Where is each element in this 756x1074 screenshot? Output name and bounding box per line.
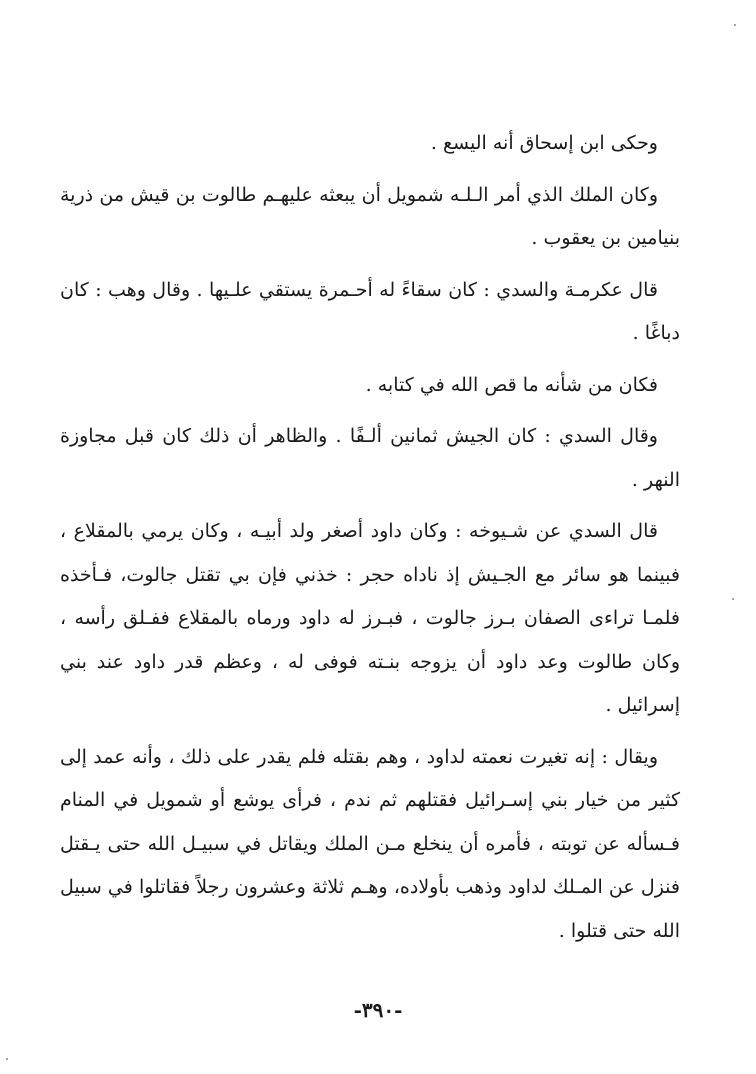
- body-text: [60, 122, 680, 953]
- page-number: -٣٩٠-: [353, 998, 403, 1022]
- paragraph-6: قال السدي عن شـيوخه : وكان داود أصغر ولد أبيـه ، وكان يرمي بالمقلاع ، فبينما هو سائر مع الجـيش إذ ناداه حجر : خذني فإن بي تقتل جالوت، فـأخذه فلمـا تراءى الصفان بـرز جالوت ، فبـرز له داود ورماه بالمقلاع ففـلق رأسه ، وكان طالوت وعد داود أن يزوجه بنـته فوفى له ، وعظم قدر داود عند بني إسرائيل .: [60, 520, 680, 716]
- paragraph-5: وقال السدي : كان الجيش ثمانين ألـفًا . والظاهر أن ذلك كان قبل مجاوزة النهر .: [60, 425, 680, 491]
- paragraph-1: وحكى ابن إسحاق أنه اليسع .: [430, 132, 658, 154]
- paragraph-7: ويقال : إنه تغيرت نعمته لداود ، وهم بقتله فلم يقدر على ذلك ، وأنه عمد إلى كثير من خيار بني إسـرائيل فقتلهم ثم ندم ، فرأى يوشع أو شمويل في المنام فـسأله عن توبته ، فأمره أن ينخلع مـن الملك ويقاتل في سبيـل الله حتى يـقتل فنزل عن المـلك لداود وذهب بأولاده، وهـم ثلاثة وعشرون رجلاً فقاتلوا في سبيل الله حتى قتلوا .: [60, 745, 680, 942]
- scan-speck: [6, 1058, 8, 1060]
- paragraph-4: فكان من شأنه ما قص الله في كتابه .: [365, 373, 658, 396]
- paragraph-2: وكان الملك الذي أمر الـلـه شمويل أن يبعثه عليهـم طالوت بن قيش من ذرية بنيامين بن يعقوب .: [60, 183, 680, 249]
- scan-speck: [732, 598, 734, 600]
- scan-speck: [734, 24, 736, 26]
- paragraph-3: قال عكرمـة والسدي : كان سقاءً له أحـمرة يستقي علـيها . وقال وهب : كان دباغًا .: [60, 278, 680, 344]
